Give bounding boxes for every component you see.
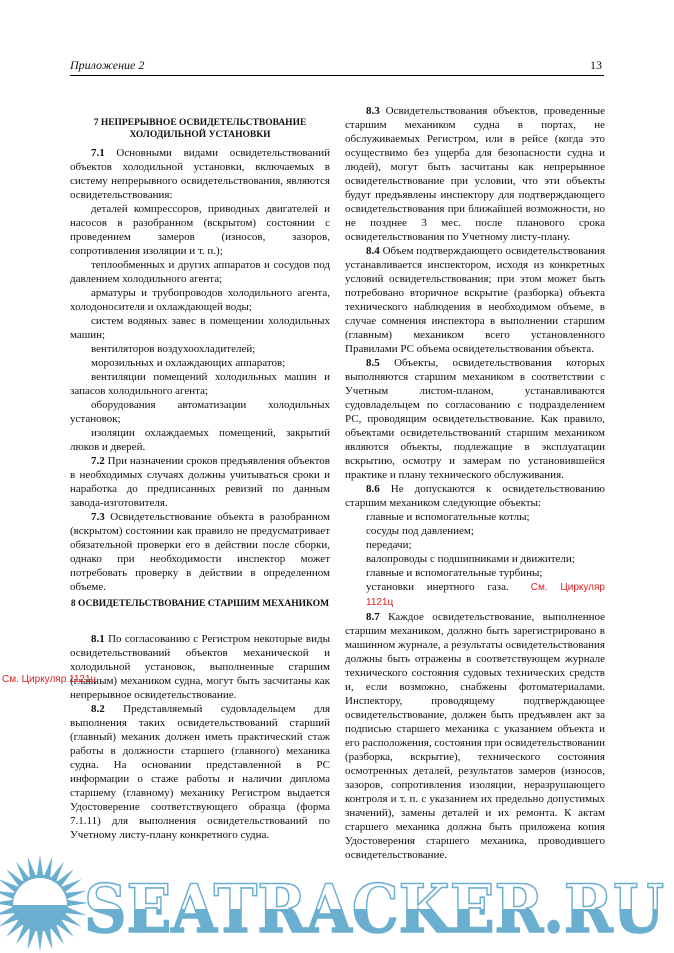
clause-text: Освидетельствования объектов, проведенные старшим механиком судна в портах, не обслуживаемых Регистром, или в рейсе (когда это осуществимо без ущерба для безопасности судна и людей), могут быть засчитаны как непрерывное освидетельствование при условии, что эти объекты будут предъявлены инспектору для подтверждающего освидетельствования при ближайшей возможности, но не позднее 3 мес. после планового срока освидетельствования по Учетному листу-плану. — [345, 105, 605, 243]
clause-text: Освидетельствование объекта в разобранном (вскрытом) состоянии как правило не предусматривает обязательной проверки его в действии после сборки, однако при необходимости инспектор может потребовать проверку в действии в определенном объеме. — [70, 511, 330, 593]
sun-ray — [43, 857, 52, 879]
paragraph-8-5 — [345, 356, 605, 482]
list-item: валопроводы с подшипниками и движители; — [366, 553, 575, 565]
clause-text: Каждое освидетельствование, выполненное старшим механиком, должно быть зарегистрировано в машинном журнале, а результаты освидетельствования должны быть отражены в соответствующем журнале технического состояния судовых технических средств и, если возможно, снабжены фотоматериалами. Инспектору, проводящему подтверждающее освидетельствование, должен быть предъявлен акт за подписью старшего механика с указанием объекта и его расположения, состояния при освидетельствовании (разборка, вскрытие), технического состояния осмотренных деталей, результатов замеров (износов, зазоров, сопротивления изоляции, неразрушающего контроля и т. п. с указанием их предельно допустимых значений), замены деталей и их ремонта. К актам старшего механика должна быть приложена копия Удостоверения старшего механика, проводившего освидетельствование. — [345, 611, 605, 861]
paragraph-8-4 — [345, 244, 605, 356]
list-item: сосуды под давлением; — [366, 525, 474, 537]
paragraph-7-1 — [70, 146, 330, 202]
right-column — [345, 104, 605, 862]
heading-line: 7 НЕПРЕРЫВНОЕ ОСВИДЕТЕЛЬСТВОВАНИЕ — [93, 118, 307, 128]
sun-ray — [0, 900, 14, 907]
circular-reference-link[interactable]: См. Циркуляр 1121ц — [366, 582, 605, 608]
heading-line: ХОЛОДИЛЬНОЙ УСТАНОВКИ — [129, 130, 271, 140]
sun-ray — [28, 927, 37, 949]
paragraph-7-3 — [70, 510, 330, 594]
sun-ray — [64, 906, 86, 915]
clause-text: По согласованию с Регистром некоторые виды освидетельствований объектов механической и холодильной установок, выполненные старшим (главным) механиком судна, могут быть засчитаны как непрерывное освидетельствование. — [70, 633, 330, 701]
list-item: изоляции охлаждаемых помещений, закрытий люков и дверей. — [70, 427, 330, 453]
sun-ray — [0, 891, 16, 900]
section-7-heading — [70, 117, 330, 141]
clause-text: При назначении сроков предъявления объектов в необходимых случаях должны учитываться сроки и наработка до предписанных ревизий по данным завода-изготовителя. — [70, 455, 330, 509]
paragraph-8-7 — [345, 610, 605, 862]
list-item: систем водяных завес в помещении холодильных машин; — [70, 315, 330, 341]
list-item-text: установки инертного газа. — [366, 581, 509, 593]
paragraph-8-2 — [70, 702, 330, 842]
list-item: арматуры и трубопроводов холодильного агента, холодоносителя и охлаждающей воды; — [70, 287, 330, 313]
left-column-section-7 — [70, 146, 330, 594]
list-item: главные и вспомогательные турбины; — [366, 567, 543, 579]
list-item: передачи; — [366, 539, 412, 551]
watermark-text: SEATRACKER.RU — [84, 870, 664, 948]
clause-number: 8.2 — [91, 703, 105, 715]
sun-icon — [0, 855, 88, 951]
sun-ray — [64, 891, 86, 900]
clause-number: 7.1 — [91, 147, 105, 159]
page-number: 13 — [590, 58, 602, 72]
list-item: главные и вспомогательные котлы; — [366, 511, 530, 523]
paragraph-8-3 — [345, 104, 605, 244]
paragraph-8-6 — [345, 482, 605, 510]
clause-number: 8.4 — [366, 245, 380, 257]
running-header-title: Приложение 2 — [70, 58, 145, 72]
header-rule — [70, 75, 604, 76]
clause-number: 8.3 — [366, 105, 380, 117]
sun-ray — [37, 929, 44, 951]
clause-text: Объем подтверждающего освидетельствования устанавливается инспектором, исходя из конкретных условий освидетельствования; при этом может быть потребовано вторичное вскрытие (разборка) объекта технического наблюдения в необходимом объеме, в случае сомнения инспектора в выполнении старшим (главным) механиком всего установленного Правилами РС объема освидетельствования объекта. — [345, 245, 605, 355]
sun-ray — [43, 927, 52, 949]
clause-text: Объекты, освидетельствования которых выполняются старшим механиком в соответствии с Учетным листом-планом, устанавливаются судовладельцем по согласованию с подразделением РС, проводящим освидетельствование. Как правило, объектами освидетельствований старшим механиком являются объекты, подлежащие в эксплуатации вскрытию, осмотру и замерам по установившейся практике и плану технического обслуживания. — [345, 357, 605, 481]
circular-reference-link[interactable]: См. Циркуляр 1121ц — [2, 674, 97, 685]
sun-ray — [0, 906, 16, 915]
paragraph-8-1 — [70, 632, 330, 702]
list-item: морозильных и охлаждающих аппаратов; — [91, 357, 286, 369]
list-item: оборудования автоматизации холодильных установок; — [70, 399, 330, 425]
list-item: деталей компрессоров, приводных двигателей и насосов в разобранном (вскрытом) состоянии с проведением замеров (износов, зазоров, сопротивления изоляции и т. п.); — [70, 203, 330, 257]
clause-text: Представляемый судовладельцем для выполнения таких освидетельствований старший (главный) механик должен иметь практический стаж работы в должности старшего (главного) механика судна. На основании представленной в РС информации о стаже работы и наличии диплома старшему (главному) механику Регистром выдается Удостоверение соответствующего образца (форма 7.1.11) для выполнения освидетельствований по Учетному листу-плану конкретного судна. — [70, 703, 330, 841]
seatracker-watermark-logo — [0, 848, 674, 953]
clause-number: 7.3 — [91, 511, 105, 523]
clause-text: Не допускаются к освидетельствованию старшим механиком следующие объекты: — [345, 483, 605, 509]
list-item: теплообменных и других аппаратов и сосудов под давлением холодильного агента; — [70, 259, 330, 285]
paragraph-7-2 — [70, 454, 330, 510]
clause-number: 8.6 — [366, 483, 380, 495]
clause-number: 8.5 — [366, 357, 380, 369]
sun-ray — [28, 857, 37, 879]
section-8-heading: 8 ОСВИДЕТЕЛЬСТВОВАНИЕ СТАРШИМ МЕХАНИКОМ — [70, 599, 330, 609]
clause-number: 7.2 — [91, 455, 105, 467]
sun-ray — [37, 855, 44, 877]
clause-number: 8.1 — [91, 633, 105, 645]
list-item — [345, 580, 605, 610]
left-column-section-8 — [70, 632, 330, 842]
list-item: вентиляции помещений холодильных машин и запасов холодильного агента; — [70, 371, 330, 397]
list-item: вентиляторов воздухоохладителей; — [91, 343, 256, 355]
clause-text: Основными видами освидетельствований объектов холодильной установки, включаемых в систему непрерывного освидетельствования, являются освидетельствования: — [70, 147, 330, 201]
clause-number: 8.7 — [366, 611, 380, 623]
